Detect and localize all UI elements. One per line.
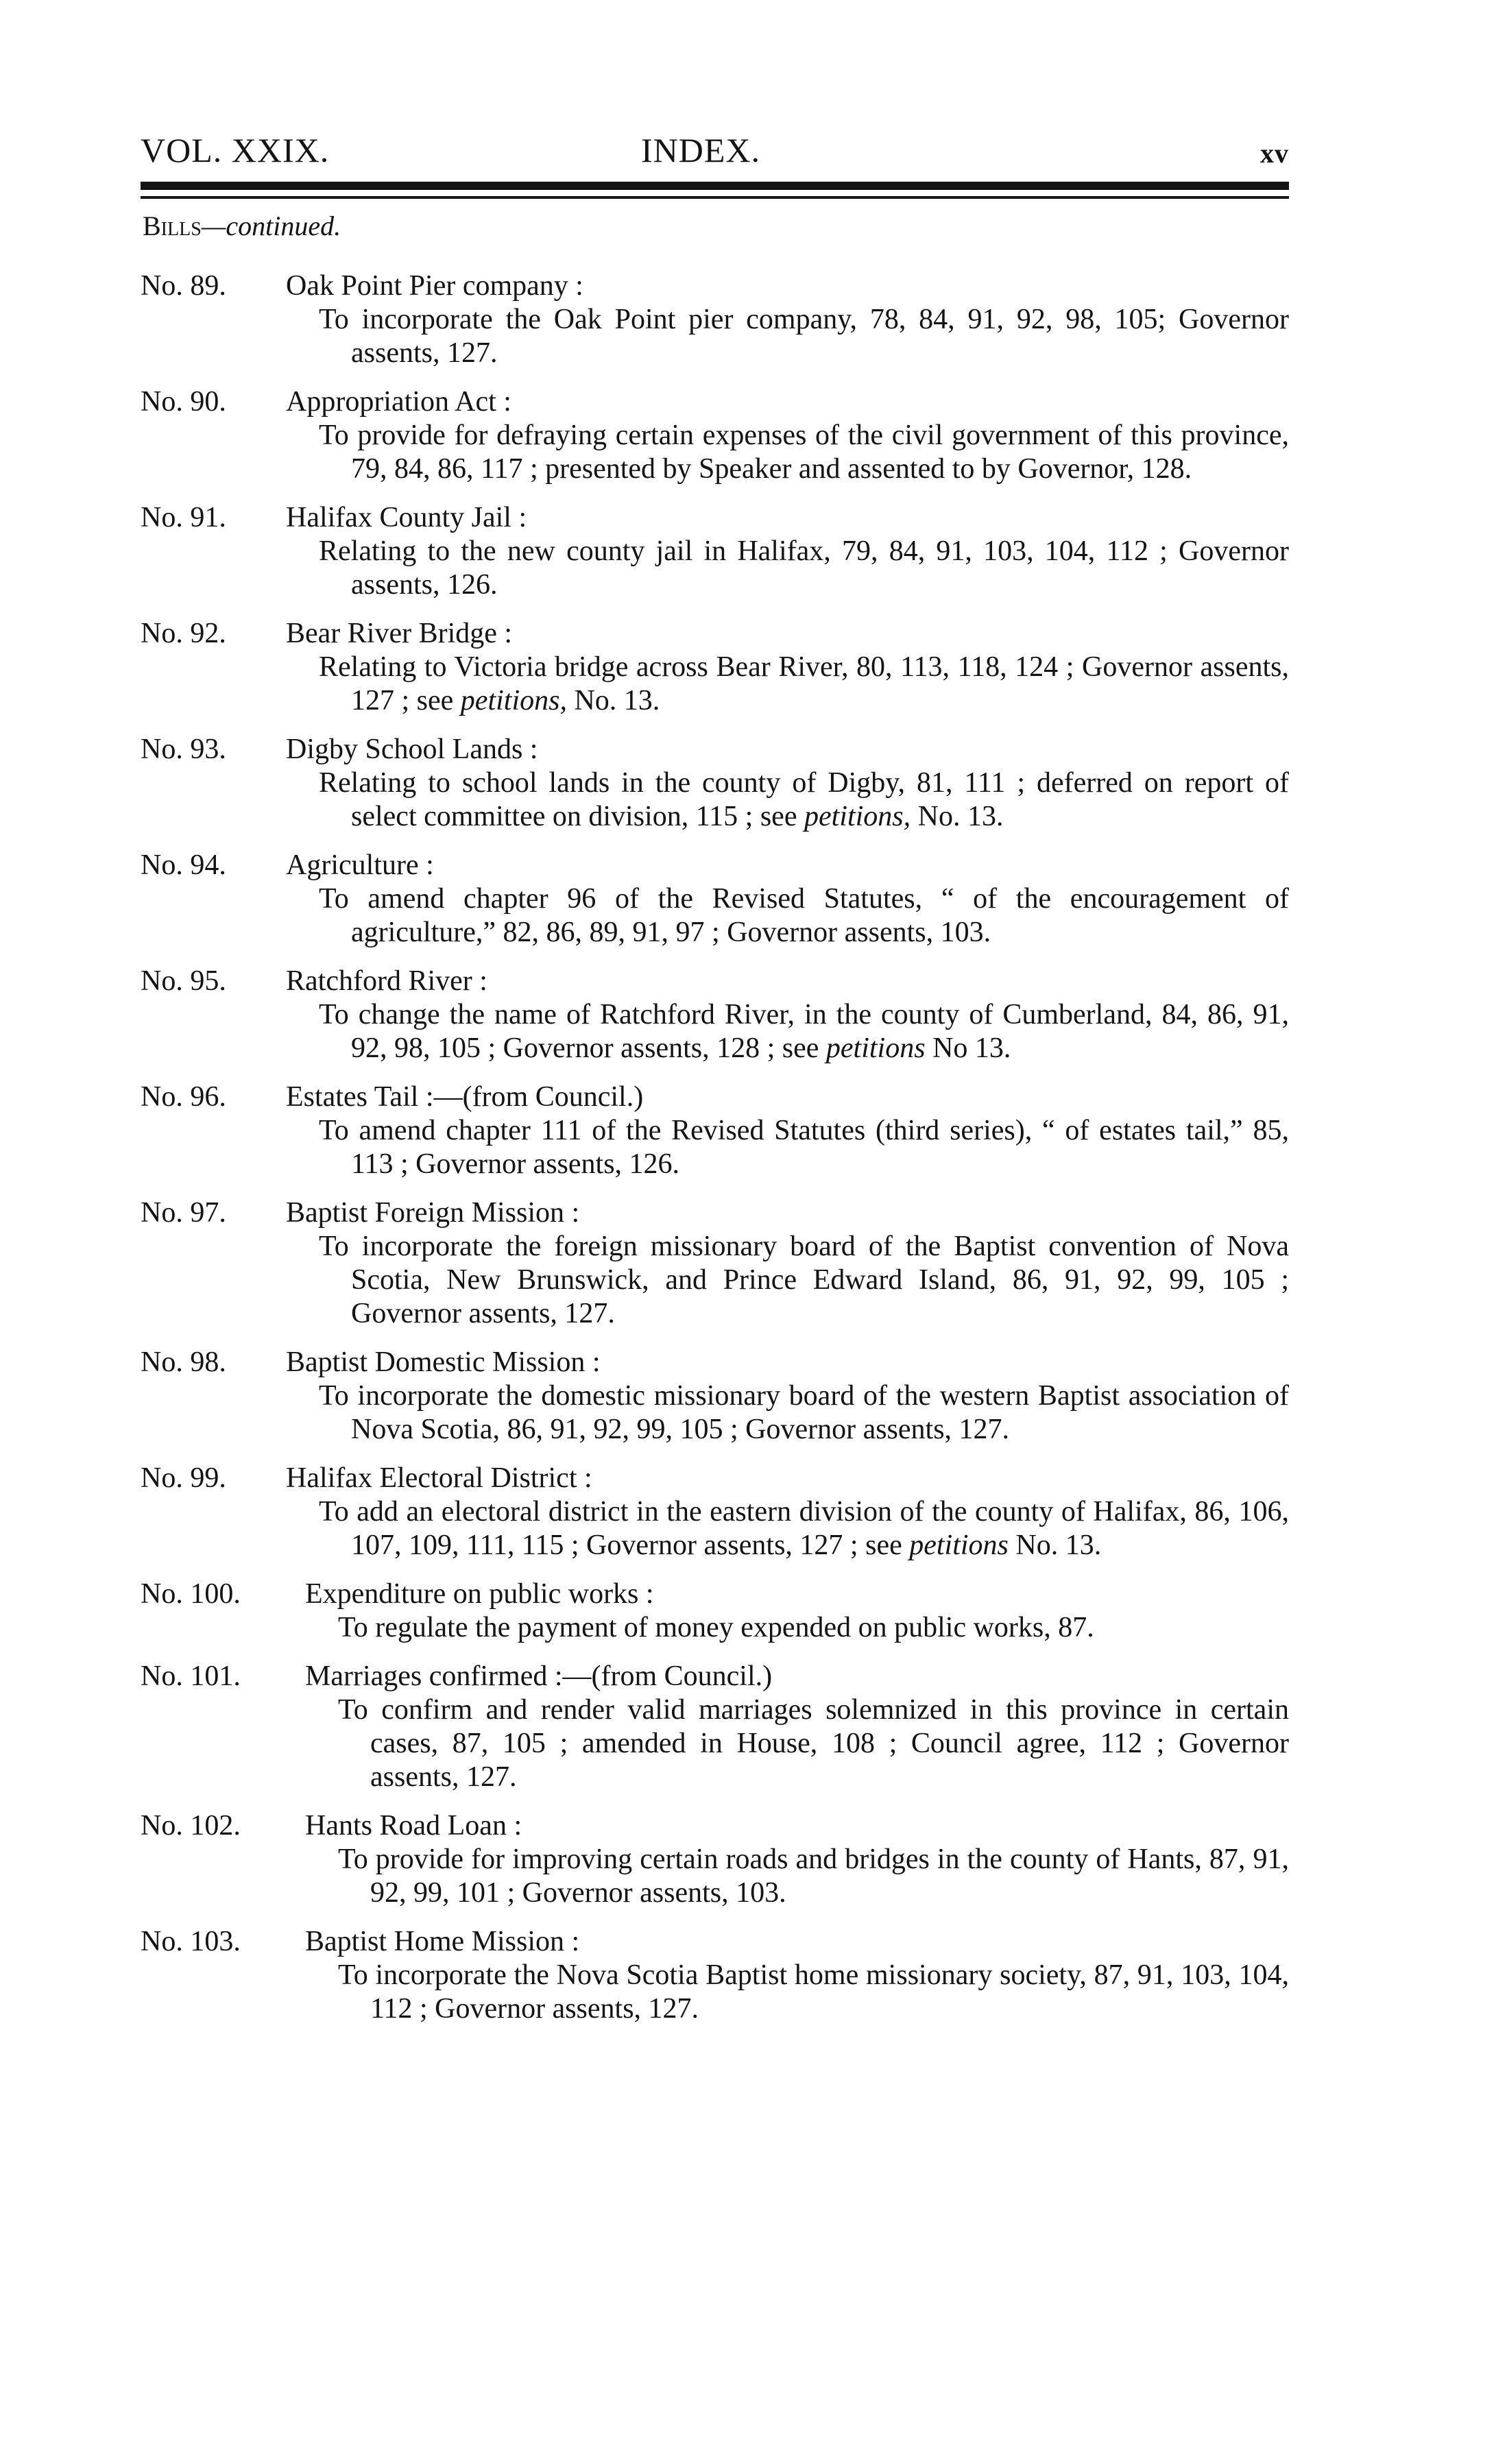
bill-description [286,303,1289,370]
bill-title: Baptist Home Mission : [305,1926,580,1957]
index-entry [141,1925,1289,2026]
description-text: Relating to the new county jail in Halifax, 79, 84, 91, 103, 104, 112 ; Governor assents, 126. [319,535,1289,601]
description-text: To incorporate the Oak Point pier company, 78, 84, 91, 92, 98, 105; Governor assents, 127. [319,304,1289,369]
bill-description [305,1843,1289,1910]
bill-number: No. 103. [141,1926,241,1957]
bill-title: Agriculture : [286,849,434,881]
bill-title: Halifax County Jail : [286,502,527,533]
reference-number: No 13. [925,1032,1011,1064]
bill-description [286,1379,1289,1447]
bill-title: Digby School Lands : [286,734,538,765]
description-text: To provide for improving certain roads and bridges in the county of Hants, 87, 91, 92, 99, 101 ; Governor assents, 103. [338,1844,1289,1909]
bill-number: No. 100. [141,1578,241,1610]
bill-number: No. 98. [141,1346,226,1378]
bill-description [286,419,1289,486]
bill-description [286,1230,1289,1331]
index-entry [141,269,1289,370]
bill-title: Expenditure on public works : [305,1578,654,1610]
index-entry [141,617,1289,718]
bill-description [305,1959,1289,2026]
reference-number: No. 13. [1008,1530,1102,1561]
index-entry [141,1196,1289,1331]
cross-reference: petitions [825,1032,926,1064]
index-entry [141,385,1289,486]
header-rule-thick [141,182,1289,190]
bill-description [305,1611,1289,1645]
bill-title: Ratchford River : [286,965,487,997]
bill-number: No. 94. [141,849,226,881]
description-text: To incorporate the domestic missionary board of the western Baptist association of Nova Scotia, 86, 91, 92, 99, 105 ; Governor assents, 127. [319,1380,1289,1445]
bill-number: No. 92. [141,618,226,649]
description-text: Relating to Victoria bridge across Bear River, 80, 113, 118, 124 ; Governor assents, 127 ; see [319,651,1289,716]
bill-title: Halifax Electoral District : [286,1462,592,1494]
section-heading [143,210,341,242]
bill-number: No. 99. [141,1462,226,1494]
bill-description [286,998,1289,1065]
index-entry [141,965,1289,1065]
bill-number: No. 96. [141,1081,226,1113]
bill-title: Hants Road Loan : [305,1810,522,1841]
index-entry [141,849,1289,950]
cross-reference: petitions [909,1530,1009,1561]
page-title: INDEX. [641,131,761,169]
bill-number: No. 102. [141,1810,241,1841]
bill-description [286,882,1289,950]
bill-title: Estates Tail :—(from Council.) [286,1081,644,1113]
bill-number: No. 90. [141,386,226,418]
bill-number: No. 101. [141,1660,241,1692]
bill-number: No. 89. [141,270,226,302]
description-text: To incorporate the Nova Scotia Baptist home missionary society, 87, 91, 103, 104, 112 ; Governor assents, 127. [338,1959,1289,2025]
description-text: To incorporate the foreign missionary board of the Baptist convention of Nova Scotia, New Brunswick, and Prince Edward Island, 86, 91, 92, 99, 105 ; Governor assents, 127. [319,1231,1289,1329]
description-text: To confirm and render valid marriages solemnized in this province in certain cases, 87, 105 ; amended in House, 108 ; Council agree, 112 ; Governor assents, 127. [338,1694,1289,1793]
description-text: To provide for defraying certain expenses of the civil government of this province, 79, 84, 86, 117 ; presented by Speaker and assented to by Governor, 128. [319,420,1289,485]
bill-title: Marriages confirmed :—(from Council.) [305,1660,773,1692]
description-text: To amend chapter 96 of the Revised Statutes, “ of the encouragement of agriculture,” 82, 86, 89, 91, 97 ; Governor assents, 103. [319,883,1289,948]
section-suffix: —continued. [201,210,341,241]
description-text: Relating to school lands in the county of Digby, 81, 111 ; deferred on report of select committee on division, 115 ; see [319,767,1289,832]
cross-reference: petitions, [804,801,911,832]
bill-number: No. 95. [141,965,226,997]
reference-number: No. 13. [911,801,1004,832]
bill-description [286,535,1289,602]
description-text: To amend chapter 111 of the Revised Statutes (third series), “ of estates tail,” 85, 113 ; Governor assents, 126. [319,1115,1289,1180]
bill-description [305,1693,1289,1794]
index-entry [141,501,1289,602]
bill-title: Appropriation Act : [286,386,511,418]
index-entry [141,1578,1289,1645]
section-name: Bills [143,210,202,241]
bill-number: No. 97. [141,1197,226,1229]
volume-label: VOL. XXIX. [141,131,330,169]
index-entry [141,1080,1289,1181]
bill-description [286,1114,1289,1181]
description-text: To change the name of Ratchford River, in the county of Cumberland, 84, 86, 91, 92, 98, 105 ; Governor assents, 128 ; see [319,999,1289,1064]
bill-title: Baptist Foreign Mission : [286,1197,580,1229]
index-entry [141,1462,1289,1562]
bill-description [286,766,1289,834]
bill-number: No. 91. [141,502,226,533]
description-text: To add an electoral district in the eastern division of the county of Halifax, 86, 106, 107, 109, 111, 115 ; Governor assents, 127 ; see [319,1496,1289,1561]
bill-title: Baptist Domestic Mission : [286,1346,601,1378]
bill-number: No. 93. [141,734,226,765]
description-text: To regulate the payment of money expended on public works, 87. [338,1612,1094,1643]
bill-title: Bear River Bridge : [286,618,513,649]
bill-title: Oak Point Pier company : [286,270,583,302]
reference-number: No. 13. [566,685,660,716]
index-entry [141,733,1289,834]
index-entry [141,1809,1289,1910]
header-rule-thin [141,196,1289,199]
index-entries [141,269,1289,2041]
page-number: xv [1260,138,1289,169]
index-entry [141,1660,1289,1794]
index-entry [141,1346,1289,1447]
page-header [141,130,1289,185]
bill-description [286,1495,1289,1562]
cross-reference: petitions, [460,685,567,716]
bill-description [286,651,1289,718]
